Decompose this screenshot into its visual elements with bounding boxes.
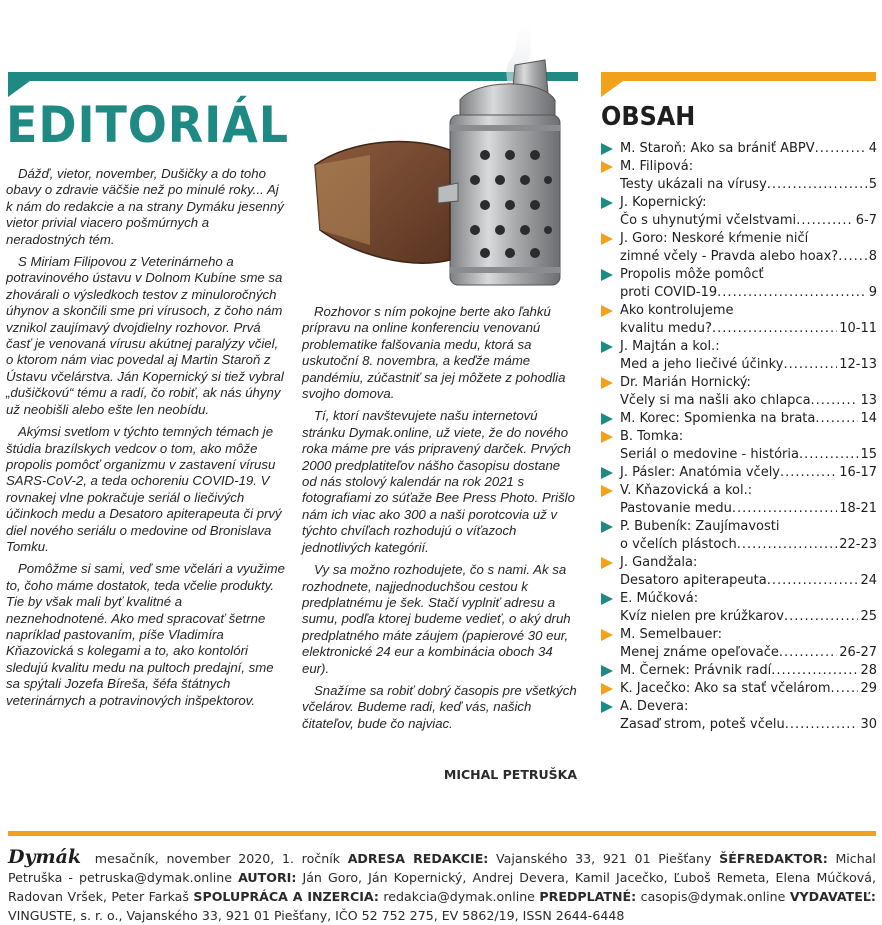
toc-leader-dots [796,212,854,230]
toc-page-number: 15 [860,447,877,462]
footer-divider [8,831,876,836]
toc-page-number: 9 [868,285,877,300]
editorial-paragraph: Dážď, vietor, november, Dušičky a do toho obavy o zdravie väčšie než po minulé roky... Aj k nám do redakcie a na strany Dymáku jesenný vietor privial viacero pošmúrnych a neradostných tém. [6,166,284,247]
toc-item-title: Čo s uhynutými včelstvami [620,213,797,228]
toc-item-title: Seriál o medovine - história [620,447,799,462]
toc-page-number: 24 [860,573,877,588]
toc-arrow-icon [601,683,613,695]
toc-page-number: 30 [860,717,877,732]
toc-leader-dots [717,284,867,302]
toc-item-title: Desatoro apiterapeuta [620,573,767,588]
toc-item-title: P. Bubeník: Zaujímavosti [620,519,780,534]
toc-header-bar [601,72,876,81]
toc-item-title: J. Gandžala: [620,555,698,570]
toc-item-title: J. Goro: Neskoré kŕmenie ničí [620,231,809,246]
editorial-title: EDITORIÁL [6,96,289,154]
toc-item-title: M. Semelbauer: [620,627,722,642]
toc-item-title: J. Majtán a kol.: [620,339,720,354]
toc-item[interactable] [601,464,877,482]
ads-label: SPOLUPRÁCA A INZERCIA: [193,889,379,904]
toc-item[interactable] [601,140,877,158]
toc-item-title: K. Jacečko: Ako sa stať včelárom [620,681,831,696]
toc-arrow-icon [601,413,613,425]
toc-item-title: kvalitu medu? [620,321,712,336]
toc-page-number: 10-11 [839,321,877,336]
toc-item[interactable] [601,374,877,410]
toc-page-number: 29 [860,681,877,696]
toc-item[interactable] [601,680,877,698]
toc-title: OBSAH [601,102,696,132]
toc-page-number: 13 [860,393,877,408]
toc-item[interactable] [601,230,877,266]
toc-page-number: 8 [868,249,877,264]
toc-item[interactable] [601,338,877,374]
toc-leader-dots [771,662,858,680]
toc-page-number: 28 [860,663,877,678]
editorial-column-2 [302,304,577,738]
address-label: ADRESA REDAKCIE: [347,851,489,866]
editorial-header-notch [8,81,30,97]
editorial-paragraph: Vy sa možno rozhodujete, čo s nami. Ak sa rozhodnete, najjednoduchšou cestou k predplatnému je šek. Stačí vyplniť adresu a sumu, podľa ktorej budeme vedieť, o aký druh predplatného máte záujem (papierové 30 eur, elektronické 24 eur a kombinácia oboch 34 eur). [302,562,571,676]
toc-item[interactable] [601,194,877,230]
toc-leader-dots [811,392,859,410]
toc-item[interactable] [601,626,877,662]
toc-item[interactable] [601,518,877,554]
toc-page-number: 18-21 [839,501,877,516]
toc-item-title: Kvíz nielen pre krúžkarov [620,609,784,624]
toc-arrow-icon [601,233,613,245]
editorial-paragraph: Snažíme sa robiť dobrý časopis pre všetkých včelárov. Budeme radi, keď vás, našich čitateľov, bude čo najviac. [302,682,577,731]
toc-item-title: Propolis môže pomôcť [620,267,764,282]
toc-item-title: Ako kontrolujeme [620,303,734,318]
editorial-paragraph: Pomôžme si sami, veď sme včelári a využime to, čoho máme dostatok, teda včelie produkty. Tie by však mali byť kvalitné a neznehodnotené. Ako med spracovať šetrne napríklad pastovaním, píše Vladimíra Kňazovická s kolegami a to, ako kontolóri sledujú kvalitu medu na pultoch predajní, sme sa spýtali Jozefa Bíreša, šéfa štátnych veterinárnych a potravinových inšpektorov. [6,561,285,708]
toc-page-number: 16-17 [839,465,877,480]
editorial-paragraph: Rozhovor s ním pokojne berte ako ľahkú prípravu na online konferenciu venovanú problematike falšovania medu, ktorá sa uskutoční 8. novembra, a keďže máme pandémiu, zúčastniť sa jej môžete z pohodlia svojho domova. [302,304,566,402]
toc-item-title: B. Tomka: [620,429,684,444]
toc-item[interactable] [601,554,877,590]
toc-item-title: M. Staroň: Ako sa brániť ABPV [620,141,815,156]
toc-item[interactable] [601,590,877,626]
toc-item-title: M. Černek: Právnik radí [620,663,772,678]
toc-item-title: zimné včely - Pravda alebo hoax? [620,249,839,264]
toc-item-title: J. Kopernický: [620,195,707,210]
toc-item[interactable] [601,662,877,680]
toc-arrow-icon [601,467,613,479]
toc-page-number: 4 [868,141,877,156]
toc-leader-dots [732,500,837,518]
toc-leader-dots [838,248,867,266]
subscription-label: PREDPLATNÉ: [539,889,637,904]
editor-label: ŠÉFREDAKTOR: [719,851,828,866]
toc-leader-dots [780,464,837,482]
address-value: Vajanského 33, 921 01 Piešťany [496,851,712,866]
toc-page-number: 12-13 [839,357,877,372]
toc-leader-dots [799,446,858,464]
authors-value: Ján Goro, Ján Kopernický, Andrej Devera, Kamil Jacečko, Ľuboš Remeta, Elena Múčková, Radovan Vršek, Peter Farkaš [8,870,876,904]
toc-item-title: Testy ukázali na vírusy [620,177,767,192]
toc-item[interactable] [601,428,877,464]
masthead-intro: mesačník, november 2020, 1. ročník [94,851,340,866]
toc-item[interactable] [601,266,877,302]
toc-item-title: A. Devera: [620,699,689,714]
toc-item-title: Menej známe opeľovače [620,645,779,660]
toc-leader-dots [815,140,867,158]
toc-leader-dots [783,356,837,374]
publisher-label: VYDAVATEĽ: [789,889,876,904]
subscription-value: casopis@dymak.online [640,889,786,904]
editorial-paragraph: Tí, ktorí navštevujete našu internetovú stránku Dymak.online, už viete, že do nového roka máme pre vás pripravený darček. Prvých 2000 predplatiteľov nášho časopisu dostane od nás stolový kalendár na rok 2021 s fotografiami zo súťaže Bee Press Photo. Prišlo nám ich viac ako 300 a naši porotcovia už v týchto chvíľach rozhodujú o víťazoch jednotlivých kategórií. [302,408,575,555]
bee-smoker-image [310,5,572,291]
editorial-column-1 [6,166,286,715]
toc-leader-dots [767,176,867,194]
toc-page-number: 25 [860,609,877,624]
toc-leader-dots [767,572,859,590]
toc-item[interactable] [601,698,877,734]
toc-leader-dots [779,644,837,662]
publisher-value: VINGUSTE, s. r. o., Vajanského 33, 921 01 Piešťany, IČO 52 752 275, EV 5862/19, ISSN 2644-6448 [8,908,625,923]
toc-item[interactable] [601,482,877,518]
toc-arrow-icon [601,629,613,641]
editor-value: Michal Petruška - petruska@dymak.online [8,851,876,885]
toc-arrow-icon [601,341,613,353]
toc-leader-dots [815,410,858,428]
toc-item-title: M. Filipová: [620,159,694,174]
toc-page-number: 26-27 [839,645,877,660]
toc-arrow-icon [601,269,613,281]
toc-page-number: 14 [860,411,877,426]
toc-item-title: proti COVID-19 [620,285,718,300]
editorial-signature: MICHAL PETRUŠKA [443,767,577,782]
toc-arrow-icon [601,665,613,677]
toc-arrow-icon [601,377,613,389]
toc-item-title: Včely si ma našli ako chlapca [620,393,811,408]
toc-page-number: 22-23 [839,537,877,552]
toc-arrow-icon [601,485,613,497]
toc-item[interactable] [601,410,877,428]
toc-item-title: J. Pásler: Anatómia včely [620,465,780,480]
toc-leader-dots [712,320,837,338]
toc-arrow-icon [601,557,613,569]
toc-item-title: Dr. Marián Hornický: [620,375,751,390]
toc-page-number: 6-7 [855,213,877,228]
table-of-contents [601,140,877,734]
toc-leader-dots [784,608,858,626]
toc-page-number: 5 [868,177,877,192]
toc-arrow-icon [601,161,613,173]
toc-header-notch [601,81,623,97]
toc-leader-dots [785,716,859,734]
toc-item-title: Med a jeho liečivé účinky [620,357,784,372]
dymak-logo: Dymák [8,846,82,868]
authors-label: AUTORI: [238,870,297,885]
toc-item-title: Zasaď strom, poteš včelu [620,717,785,732]
masthead [8,848,876,925]
toc-leader-dots [737,536,838,554]
toc-item-title: Pastovanie medu [620,501,732,516]
editorial-paragraph: S Miriam Filipovou z Veterinárneho a potravinového ústavu v Dolnom Kubíne sme sa zhovárali o výsledkoch testov z minuloročných úhynov a skončili sme pri vírusoch, z čoho nám vznikol zaujímavý dvojdielny rozhovor. Prvá časť je venovaná vírusu akútnej paralýzy včiel, o ktorom nám viac povedal aj Martin Staroň z Ústavu včelárstva. Ján Kopernický si tiež vybral „dušičkovú“ tému a radí, čo robiť, ak nás úhyny už neobišli alebo ešte len neobídu. [6,254,284,417]
toc-item[interactable] [601,158,877,194]
toc-arrow-icon [601,197,613,209]
ads-value: redakcia@dymak.online [383,889,535,904]
toc-arrow-icon [601,143,613,155]
toc-item-title: o včelích plástoch [620,537,737,552]
editorial-paragraph: Akýmsi svetlom v týchto temných témach je štúdia brazílskych vedcov o tom, ako môže propolis pomôcť organizmu v zastavení vírusu SARS-CoV-2, a teda ochoreniu COVID-19. V rovnakej vlne pokračuje seriál o liečivých účinkoch medu a Desatoro apiterapeuta či prvý diel nového seriálu o medovine od Bronislava Tomku. [6,424,282,554]
toc-item-title: E. Múčková: [620,591,699,606]
toc-arrow-icon [601,593,613,605]
toc-item-title: V. Kňazovická a kol.: [620,483,753,498]
toc-arrow-icon [601,431,613,443]
toc-leader-dots [831,680,859,698]
toc-arrow-icon [601,701,613,713]
toc-arrow-icon [601,521,613,533]
toc-item[interactable] [601,302,877,338]
toc-item-title: M. Korec: Spomienka na brata [620,411,816,426]
toc-arrow-icon [601,305,613,317]
